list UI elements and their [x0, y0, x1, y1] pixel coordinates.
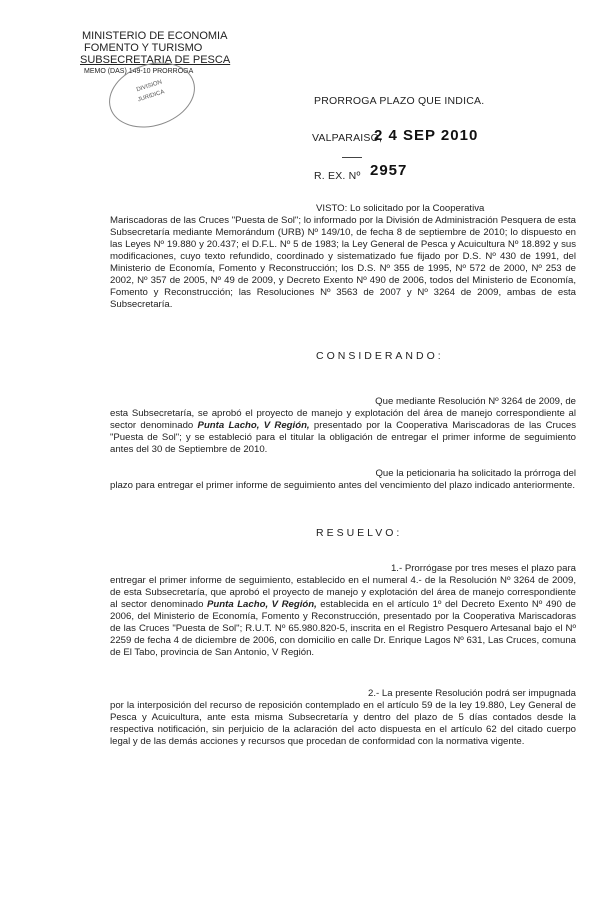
- separator-line: [342, 157, 362, 158]
- document-title: PRORROGA PLAZO QUE INDICA.: [314, 95, 485, 107]
- resuelvo-1-lead: 1.- Prorrógase por tres meses el plazo para: [390, 563, 576, 574]
- considerando-p2-lead: Que la peticionaria ha solicitado la prórroga del: [375, 468, 576, 479]
- resuelvo-1-text-a: entregar el primer informe de seguimiento, establecido en el numeral 4.- de la Resolución Nº 3264 de 2009, de esta Subsecretaría, que aprobó el proyecto de manejo y explotación del área de manejo correspondiente al sector denominado: [110, 575, 576, 610]
- resuelvo-sector-name: Punta Lacho, V Región,: [207, 599, 317, 610]
- visto-body: Mariscadoras de las Cruces "Puesta de Sol"; lo informado por la División de Administración Pesquera de esta Subsecretaría mediante Memorándum (URB) Nº 149/10, de fecha 8 de septiembre de 2010; lo dispuesto en las Leyes Nº 19.880 y 20.437; el D.F.L. Nº 5 de 1983; la Ley General de Pesca y Acuicultura Nº 18.892 y sus modificaciones, cuyo texto refundido, coordinado y sistematizado fue fijado por D.S. Nº 430 de 1991, del Ministerio de Economía, Fomento y Reconstrucción; los D.S. Nº 355 de 1995, Nº 572 de 2000, Nº 253 de 2002, Nº 357 de 2005, Nº 49 de 2009, y Decreto Exento Nº 490 de 2006, todos del Ministerio de Economía, Fomento y Reconstrucción; las Resoluciones Nº 3563 de 2007 y Nº 3264 de 2009, ambas de esta Subsecretaría.: [110, 215, 576, 310]
- resuelvo-2-body: por la interposición del recurso de reposición contemplado en el artículo 59 de la ley 19.880, Ley General de Pesca y Acuicultura, ante esta misma Subsecretaría y dentro del plazo de 5 días contados desde la respectiva notificación, sin perjuicio de la aclaración del acto dispuesta en el artículo 62 del citado cuerpo legal y de las demás acciones y recursos que procedan de conformidad con la normativa vigente.: [110, 700, 576, 747]
- place-label: VALPARAISO,: [312, 132, 383, 144]
- considerando-p1-lead: Que mediante Resolución Nº 3264 de 2009, de: [375, 396, 576, 407]
- visto-lead: [316, 203, 576, 215]
- rex-label: R. EX. Nº: [314, 170, 361, 182]
- considerando-heading: CONSIDERANDO:: [316, 350, 444, 362]
- resuelvo-1-body: [110, 575, 576, 659]
- considerando-p1-text-a: esta Subsecretaría, se aprobó el proyecto de manejo y explotación del área de manejo correspondiente al sector denominado: [110, 408, 576, 431]
- subsecretaria-name: SUBSECRETARIA DE PESCA: [80, 54, 231, 66]
- sector-name: Punta Lacho, V Región,: [197, 420, 310, 431]
- resuelvo-2-lead: 2.- La presente Resolución podrá ser impugnada: [368, 688, 576, 699]
- visto-label: VISTO:: [316, 203, 348, 214]
- resolution-number: 2957: [370, 162, 408, 179]
- document-date: 2 4 SEP 2010: [374, 127, 479, 144]
- ministry-name: MINISTERIO DE ECONOMIA: [82, 30, 228, 42]
- memo-reference: MEMO (DAS) 149-10 PRORROGA: [84, 68, 194, 75]
- considerando-p1-body: [110, 408, 576, 456]
- stamp-line-1: DIVISION: [135, 79, 163, 94]
- stamp-line-2: JURIDICA: [137, 89, 166, 104]
- considerando-p1-text-b: presentado por la Cooperativa Mariscadoras de las Cruces "Puesta de Sol"; y se estableció para el titular la obligación de entregar el primer informe de seguimiento antes del 30 de Septiembre de 2010.: [110, 420, 577, 455]
- considerando-p2-body: plazo para entregar el primer informe de seguimiento antes del vencimiento del plazo indicado anteriormente.: [110, 480, 576, 491]
- ministry-subtitle: FOMENTO Y TURISMO: [84, 42, 203, 54]
- visto-lead-text: Lo solicitado por la Cooperativa: [349, 203, 485, 214]
- resuelvo-1-text-b: establecida en el artículo 1º del Decreto Exento Nº 490 de 2006, del Ministerio de Economía, Fomento y Reconstrucción, presentado por la Cooperativa Mariscadoras de las Cruces "Puesta de Sol"; R.U.T. Nº 65.980.820-5, inscrita en el Registro Pesquero Artesanal bajo el Nº 2259 de fecha 4 de diciembre de 2006, con domicilio en calle Dr. Enrique Lagos Nº 631, Las Cruces, comuna de El Tabo, provincia de San Antonio, V Región.: [110, 599, 576, 658]
- resuelvo-heading: RESUELVO:: [316, 527, 403, 539]
